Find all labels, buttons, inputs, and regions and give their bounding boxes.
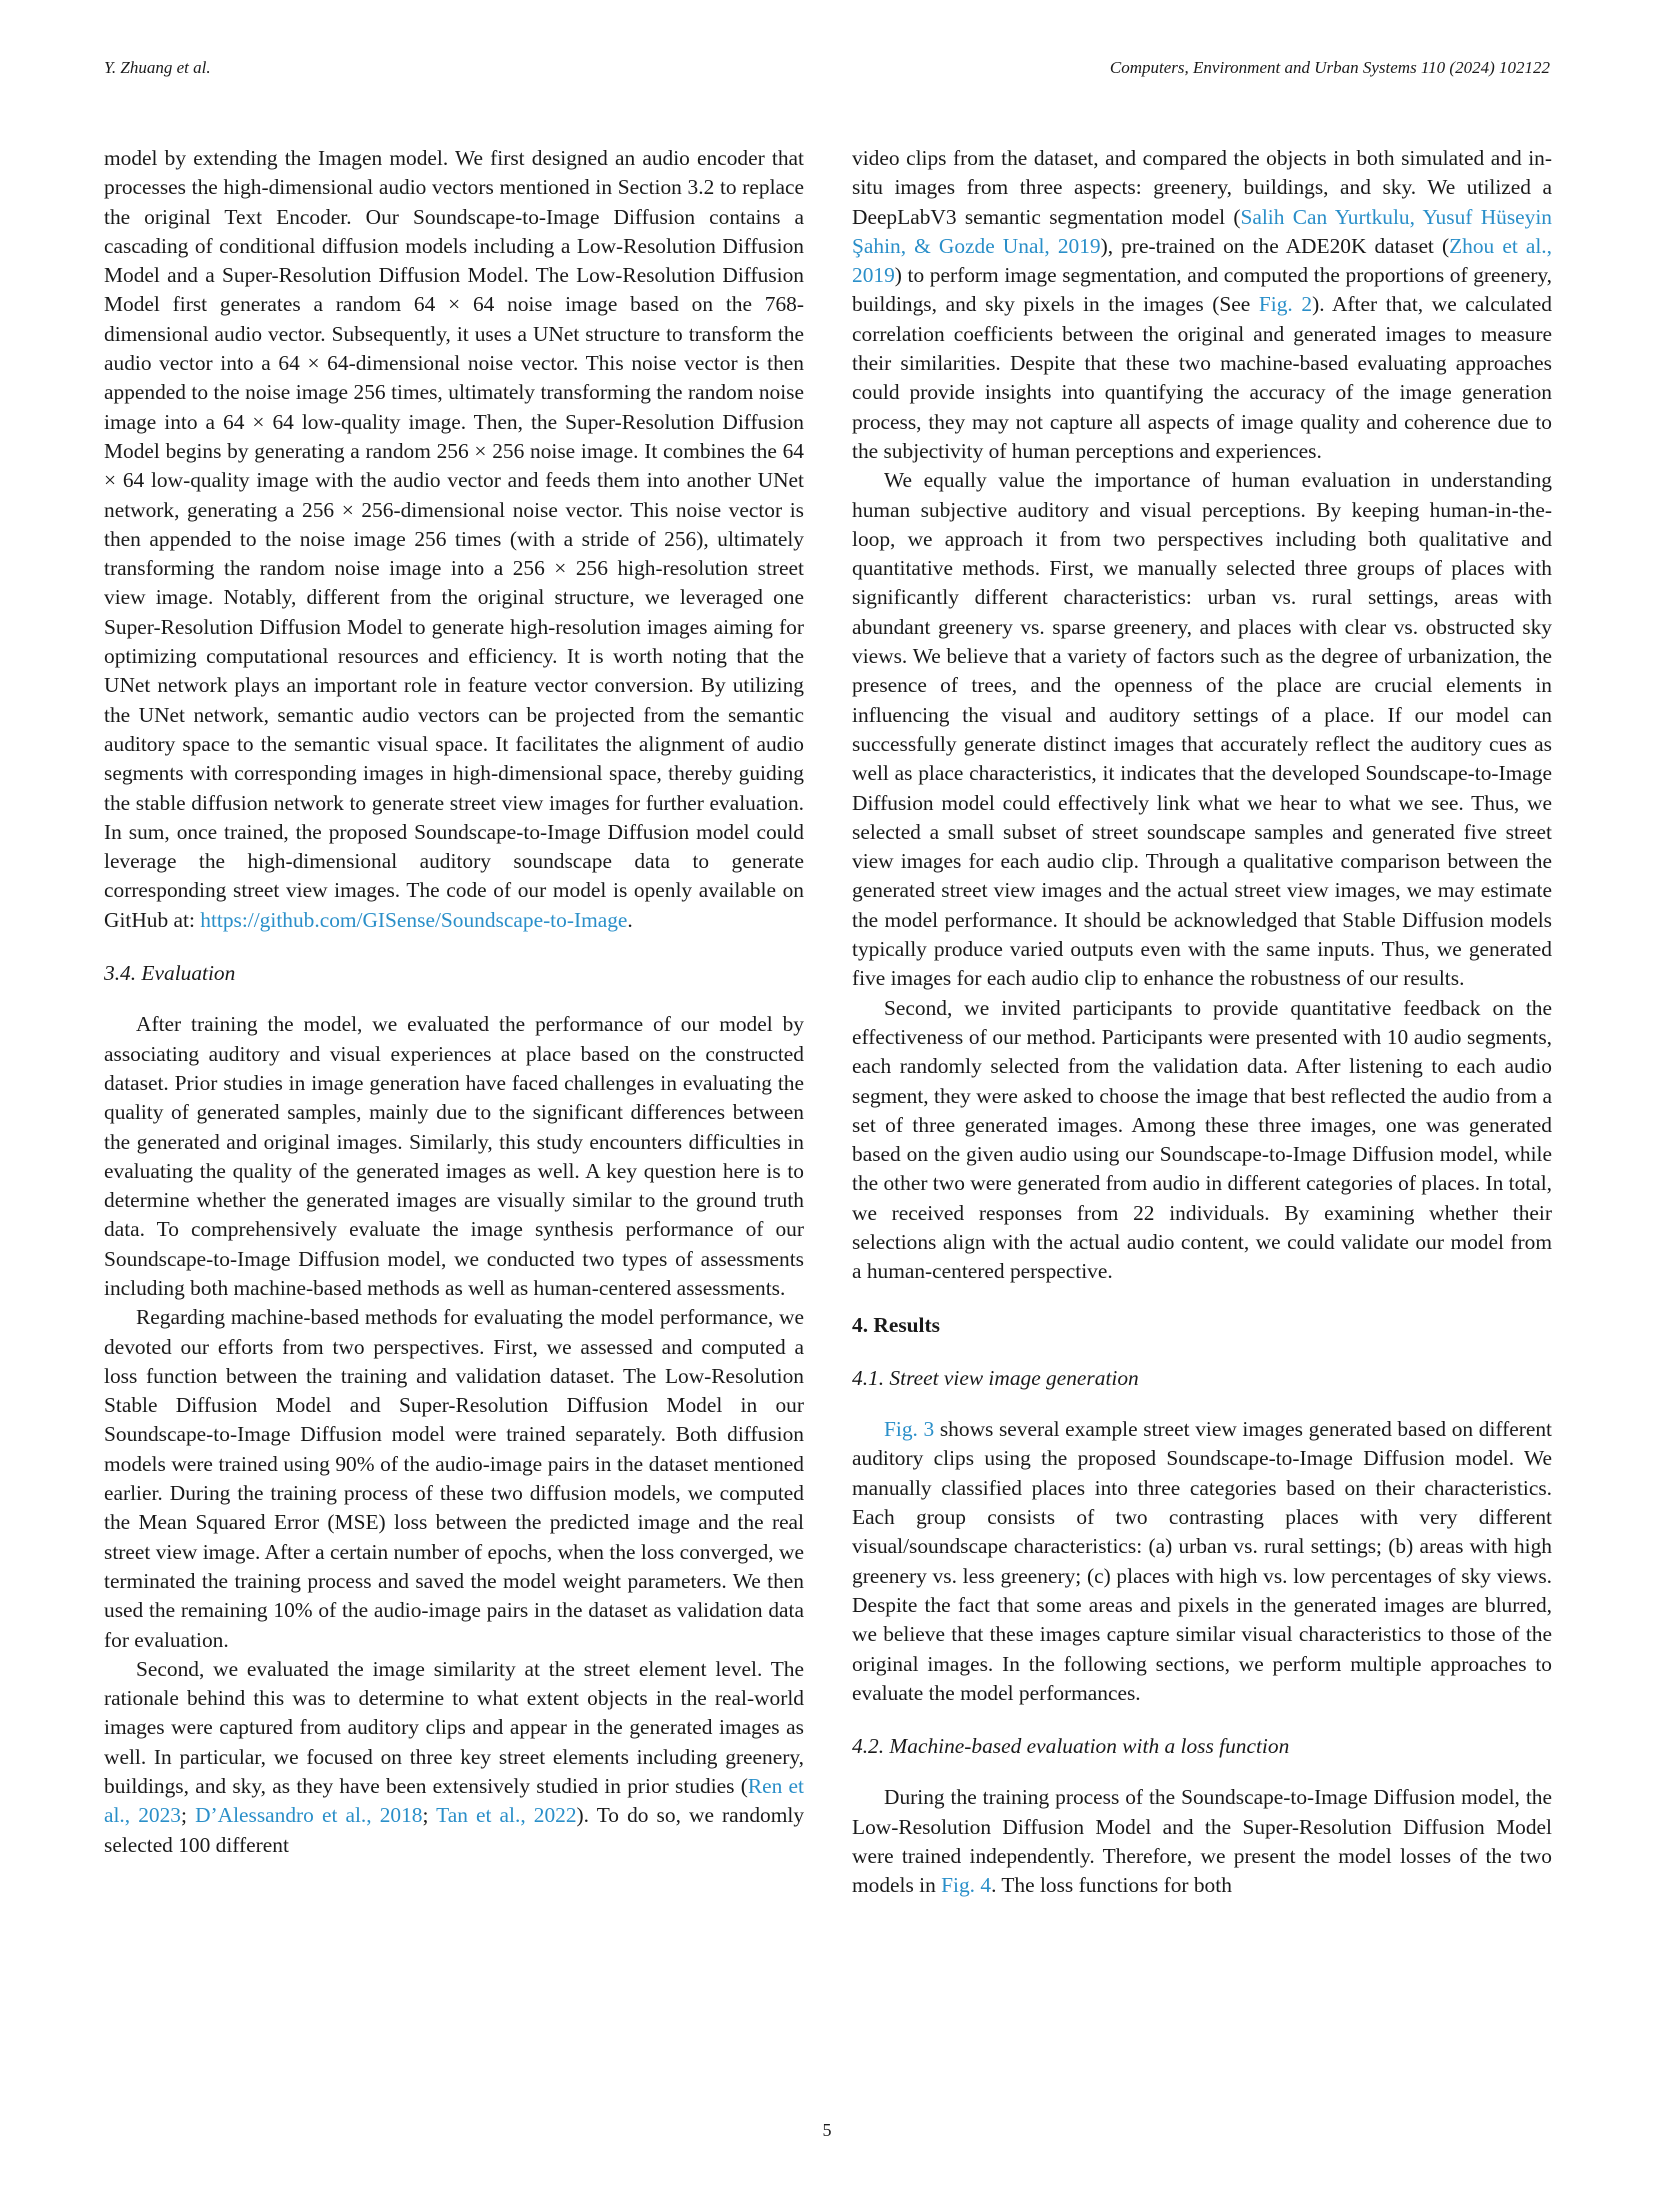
figure-link[interactable]: Fig. 2	[1258, 292, 1313, 317]
running-header-journal: Computers, Environment and Urban Systems 110 (2024) 102122	[1109, 58, 1550, 77]
paragraph	[852, 1415, 1552, 1708]
paragraph: Second, we invited participants to provide quantitative feedback on the effectiveness of our method. Participants were presented with 10 audio segments, each randomly selected from the validation data. After listening to each audio segment, they were asked to choose the image that best reflected the audio from a set of three generated images. Among these three images, one was generated based on the given audio using our Soundscape-to-Image Diffusion model, while the other two were generated from audio in different categories of places. In total, we received responses from 22 individuals. By examining whether their selections align with the actual audio content, we could validate our model from a human-centered perspective.	[852, 995, 1552, 1284]
section-heading-3-4: 3.4. Evaluation	[104, 961, 236, 986]
paragraph-text: model by extending the Imagen model. We first designed an audio encoder that processes the high-dimensional audio vectors mentioned in Section 3.2 to replace the original Text Encoder. Our Soundscape-to-Image Diffusion contains a cascading of conditional diffusion models including a Low-Resolution Diffusion Model and a Super-Resolution Diffusion Model. The Low-Resolution Diffusion Model first generates a random 64 × 64 noise image based on the 768-dimensional audio vector. Subsequently, it uses a UNet structure to transform the audio vector into a 64 × 64-dimensional noise vector. This noise vector is then appended to the noise image 256 times, ultimately transforming the random noise image into a 64 × 64 low-quality image. Then, the Super-Resolution Diffusion Model begins by generating a random 256 × 256 noise image. It combines the 64 × 64 low-quality image with the audio vector and feeds them into another UNet network, generating a 256 × 256-dimensional noise vector. This noise vector is then appended to the noise image 256 times (with a stride of 256), ultimately transforming the random noise image into a 256 × 256 high-resolution street view image. Notably, different from the original structure, we leveraged one Super-Resolution Diffusion Model to generate high-resolution images aiming for optimizing computational resources and efficiency. It is worth noting that the UNet network plays an important role in feature vector conversion. By utilizing the UNet network, semantic audio vectors can be projected from the semantic auditory space to the semantic visual space. It facilitates the alignment of audio segments with corresponding images in high-dimensional space, thereby guiding the stable diffusion network to generate street view images for further evaluation. In sum, once trained, the proposed Soundscape-to-Image Diffusion model could leverage the high-dimensional auditory soundscape data to generate corresponding street view images. The code of our model is openly available on GitHub at:	[104, 146, 804, 932]
paragraph-text: ). To do so, we randomly selected 100 different	[104, 1803, 805, 1857]
paragraph: We equally value the importance of human evaluation in understanding human subjective auditory and visual perceptions. By keeping human-in-the-loop, we approach it from two perspectives including both qualitative and quantitative methods. First, we manually selected three groups of places with significantly different characteristics: urban vs. rural settings, areas with abundant greenery vs. sparse greenery, and places with clear vs. obstructed sky views. We believe that a variety of factors such as the degree of urbanization, the presence of trees, and the openness of the place are crucial elements in influencing the visual and auditory settings of a place. If our model can successfully generate distinct images that accurately reflect the auditory cues as well as place characteristics, it indicates that the developed Soundscape-to-Image Diffusion model could effectively link what we hear to what we see. Thus, we selected a small subset of street soundscape samples and generated five street view images for each audio clip. Through a qualitative comparison between the generated street view images and the actual street view images, we may estimate the model performance. It should be acknowledged that Stable Diffusion models typically produce varied outputs even with the same inputs. Thus, we generated five images for each audio clip to enhance the robustness of our results.	[852, 468, 1552, 991]
citation-link[interactable]: Salih Can Yurtkulu, Yusuf Hüseyin Şahin, & Gozde Unal, 2019	[852, 204, 1552, 258]
paragraph-text: ), pre-trained on the ADE20K dataset (	[1100, 233, 1450, 258]
figure-link[interactable]: Fig. 4	[941, 1873, 992, 1898]
paragraph	[852, 144, 1552, 466]
paragraph-text: Second, we evaluated the image similarity at the street element level. The rationale behind this was to determine to what extent objects in the real-world images were captured from auditory clips and appear in the generated images as well. In particular, we focused on three key street elements including greenery, buildings, and sky, as they have been extensively studied in prior studies (	[104, 1656, 804, 1799]
github-link[interactable]: https://github.com/GISense/Soundscape-to-Image	[200, 907, 628, 932]
section-heading-4-2: 4.2. Machine-based evaluation with a loss function	[852, 1734, 1290, 1759]
paragraph: Regarding machine-based methods for evaluating the model performance, we devoted our efforts from two perspectives. First, we assessed and computed a loss function between the training and validation dataset. The Low-Resolution Stable Diffusion Model and Super-Resolution Diffusion Model in our Soundscape-to-Image Diffusion model were trained separately. Both diffusion models were trained using 90% of the audio-image pairs in the dataset mentioned earlier. During the training process of these two diffusion models, we computed the Mean Squared Error (MSE) loss between the predicted image and the real street view image. After a certain number of epochs, when the loss converged, we terminated the training process and saved the model weight parameters. We then used the remaining 10% of the audio-image pairs in the dataset as validation data for evaluation.	[104, 1305, 804, 1652]
running-header-authors: Y. Zhuang et al.	[104, 58, 211, 77]
section-heading-4: 4. Results	[852, 1312, 940, 1337]
page-number: 5	[822, 2120, 832, 2140]
paragraph	[104, 144, 804, 935]
paragraph-text: .	[627, 907, 633, 932]
paragraph: After training the model, we evaluated the performance of our model by associating auditory and visual experiences at place based on the constructed dataset. Prior studies in image generation have faced challenges in evaluating the quality of generated samples, mainly due to the significant differences between the generated and original images. Similarly, this study encounters difficulties in evaluating the quality of the generated images as well. A key question here is to determine whether the generated images are visually similar to the ground truth data. To comprehensively evaluate the image synthesis performance of our Soundscape-to-Image Diffusion model, we conducted two types of assessments including both machine-based methods as well as human-centered assessments.	[104, 1012, 804, 1300]
figure-link[interactable]: Fig. 3	[884, 1417, 935, 1442]
paragraph-text: video clips from the dataset, and compared the objects in both simulated and in-situ images from three aspects: greenery, buildings, and sky. We utilized a DeepLabV3 semantic segmentation model (	[852, 146, 1552, 229]
left-column	[104, 144, 804, 1860]
paragraph-text: During the training process of the Soundscape-to-Image Diffusion model, the Low-Resolution Diffusion Model and the Super-Resolution Diffusion Model were trained independently. Therefore, we present the model losses of the two models in	[852, 1785, 1552, 1898]
paragraph-text: . The loss functions for both	[991, 1873, 1232, 1898]
right-column	[852, 144, 1552, 1901]
paragraph	[852, 1783, 1552, 1900]
paragraph-text: ;	[181, 1803, 196, 1828]
citation-link[interactable]: Ren et al., 2023	[104, 1774, 804, 1828]
citation-link[interactable]: Tan et al., 2022	[436, 1803, 577, 1828]
section-heading-4-1: 4.1. Street view image generation	[852, 1365, 1139, 1390]
paragraph-text: ). After that, we calculated correlation coefficients between the original and generated images to measure their similarities. Despite that these two machine-based evaluating approaches could provide insights into quantifying the accuracy of the image generation process, they may not capture all aspects of image quality and coherence due to the subjectivity of human perceptions and experiences.	[852, 292, 1552, 463]
paragraph-text: shows several example street view images generated based on different auditory clips using the proposed Soundscape-to-Image Diffusion model. We manually classified places into three categories based on their characteristics. Each group consists of two contrasting places with very different visual/soundscape characteristics: (a) urban vs. rural settings; (b) areas with high greenery vs. less greenery; (c) places with high vs. low percentages of sky views. Despite the fact that some areas and pixels in the generated images are blurred, we believe that these images capture similar visual characteristics to those of the original images. In the following sections, we perform multiple approaches to evaluate the model performances.	[852, 1417, 1552, 1705]
citation-link[interactable]: D’Alessandro et al., 2018	[195, 1803, 423, 1828]
citation-link[interactable]: Zhou et al., 2019	[852, 233, 1552, 288]
paragraph	[104, 1655, 804, 1860]
paragraph-text: ) to perform image segmentation, and computed the proportions of greenery, buildings, and sky pixels in the images (See	[852, 263, 1552, 317]
paragraph-text: ;	[422, 1803, 437, 1828]
